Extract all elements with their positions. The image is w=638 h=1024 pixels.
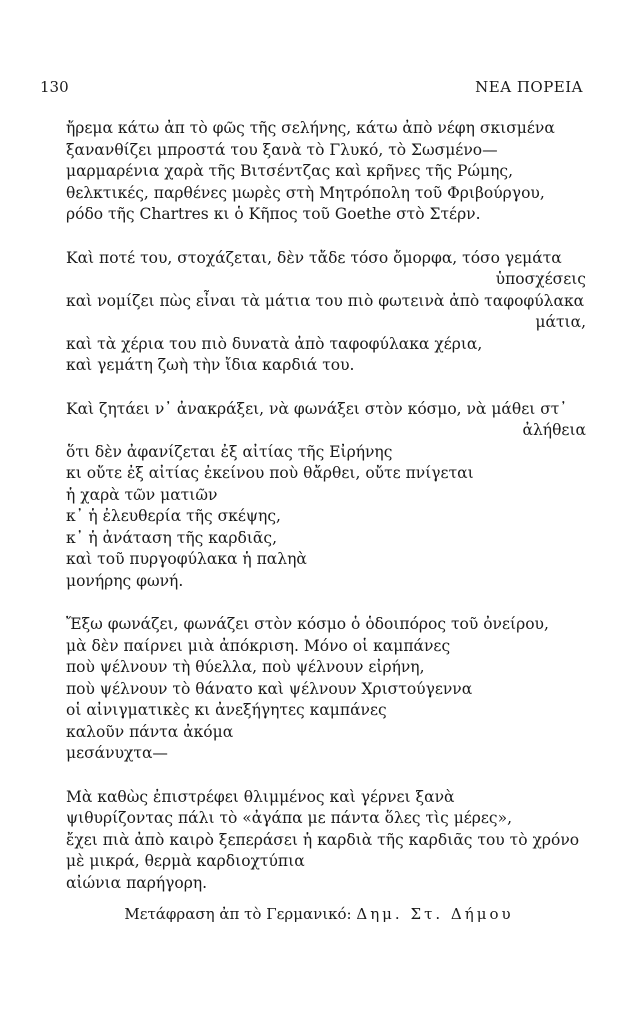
page-header (40, 78, 583, 100)
poem-line: καλοῦν πάντα ἀκόμα (66, 722, 234, 741)
poem-line: μάτια, (535, 313, 586, 331)
poem-line: μαρμαρένια χαρὰ τῆς Βιτσέντζας καὶ κρῆνες τῆς Ρώμης, (66, 162, 514, 180)
stanza (66, 787, 586, 895)
poem-line: ξανανθίζει μπροστά του ξανὰ τὸ Γλυκό, τὸ Σωσμένο— (66, 140, 498, 159)
poem-line: ρόδο τῆς Chartres κι ὁ Κῆπος τοῦ Goethe στὸ Στέρν. (66, 205, 481, 223)
stanza (66, 399, 586, 593)
stanza (66, 248, 586, 377)
poem-line: ψιθυρίζοντας πάλι τὸ «ἀγάπα με πάντα ὅλες τὶς μέρες», (66, 809, 513, 827)
poem-line: ποὺ ψέλνουν τὸ θάνατο καὶ ψέλνουν Χριστούγεννα (66, 679, 473, 698)
poem-line: ὑποσχέσεις (495, 270, 586, 288)
poem-line: Ἔξω φωνάζει, φωνάζει στὸν κόσμο ὁ ὁδοιπόρος τοῦ ὀνείρου, (66, 615, 549, 633)
poem-line: κ᾿ ἡ ἐλευθερία τῆς σκέψης, (66, 507, 281, 525)
poem-line: αἰώνια παρήγορη. (66, 873, 208, 892)
poem-line: ἤρεμα κάτω ἀπ τὸ φῶς τῆς σελήνης, κάτω ἀπὸ νέφη σκισμένα (66, 119, 555, 137)
poem-line: κι οὔτε ἐξ αἰτίας ἐκείνου ποὺ θἄρθει, οὔτε πνίγεται (66, 464, 474, 482)
poem-line: μονήρης φωνή. (66, 571, 184, 590)
translator-name: Δημ. Στ. Δήμου (356, 905, 514, 923)
poem-line: θελκτικές, παρθένες μωρὲς στὴ Μητρόπολη τοῦ Φριβούργου, (66, 183, 545, 202)
poem-line: ἀλήθεια (522, 421, 586, 439)
poem-line: ἔχει πιὰ ἀπὸ καιρὸ ξεπεράσει ἡ καρδιὰ τῆς καρδιᾶς του τὸ χρόνο (66, 830, 580, 849)
poem-line: ὅτι δὲν ἀφανίζεται ἐξ αἰτίας τῆς Εἰρήνης (66, 442, 393, 461)
poem-body (66, 118, 586, 916)
poem-line: Μὰ καθὼς ἐπιστρέφει θλιμμένος καὶ γέρνει ξανὰ (66, 787, 455, 806)
translation-credit (0, 905, 638, 923)
poem-line: καὶ τὰ χέρια του πιὸ δυνατὰ ἀπὸ ταφοφύλακα χέρια, (66, 334, 483, 353)
stanza (66, 118, 586, 226)
poem-line: μὲ μικρά, θερμὰ καρδιοχτύπια (66, 852, 305, 870)
poem-line: ποὺ ψέλνουν τὴ θύελλα, ποὺ ψέλνουν εἰρήνη, (66, 658, 425, 676)
poem-line: καὶ γεμάτη ζωὴ τὴν ἴδια καρδιά του. (66, 356, 355, 374)
poem-line: Καὶ ποτέ του, στοχάζεται, δὲν τἄδε τόσο ὄμορφα, τόσο γεμάτα (66, 248, 562, 267)
poem-line: κ᾿ ἡ ἀνάταση τῆς καρδιᾶς, (66, 528, 277, 547)
poem-line: καὶ νομίζει πὼς εἶναι τὰ μάτια του πιὸ φωτεινὰ ἀπὸ ταφοφύλακα (66, 291, 585, 310)
page-number: 130 (40, 78, 69, 96)
poem-line: καὶ τοῦ πυργοφύλακα ἡ παληὰ (66, 550, 307, 568)
poem-line: μὰ δὲν παίρνει μιὰ ἀπόκριση. Μόνο οἱ καμπάνες (66, 636, 451, 655)
poem-line: Καὶ ζητάει ν᾿ ἀνακράξει, νὰ φωνάξει στὸν κόσμο, νὰ μάθει στ᾿ (66, 399, 568, 418)
poem-line: ἡ χαρὰ τῶν ματιῶν (66, 485, 218, 504)
credit-label: Μετάφραση ἀπ τὸ Γερμανικό: (124, 905, 352, 923)
poem-line: μεσάνυχτα— (66, 744, 168, 762)
stanza (66, 614, 586, 765)
running-title: ΝΕΑ ΠΟΡΕΙΑ (475, 78, 583, 96)
poem-line: οἱ αἰνιγματικὲς κι ἀνεξήγητες καμπάνες (66, 701, 387, 719)
